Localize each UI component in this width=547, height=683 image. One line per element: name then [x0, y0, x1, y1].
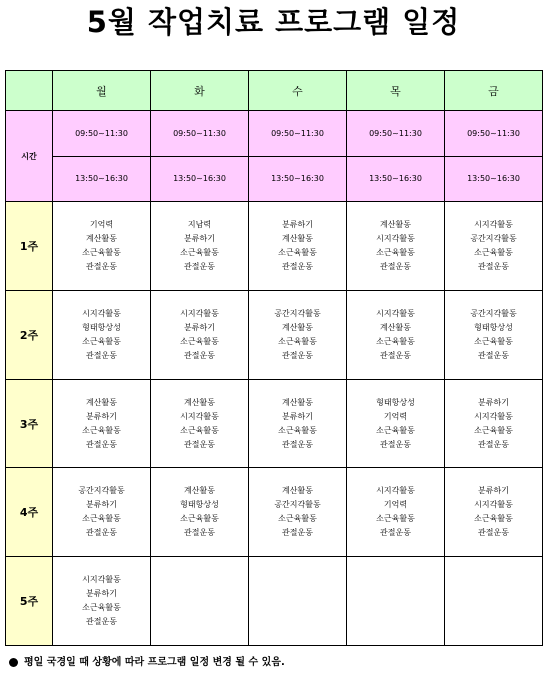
activity-cell [249, 202, 347, 291]
activity-cell [249, 379, 347, 468]
day-header: 금 [445, 71, 543, 111]
activity-cell [151, 557, 249, 646]
activity-item: 소근육활동 [474, 425, 513, 435]
activity-item: 소근육활동 [376, 514, 415, 524]
day-header: 월 [53, 71, 151, 111]
activity-item: 관절운동 [282, 350, 313, 360]
time-label: 시간 [6, 111, 53, 202]
activity-cell [347, 379, 445, 468]
corner-cell [6, 71, 53, 111]
activity-item: 관절운동 [184, 350, 215, 360]
activity-item: 분류하기 [478, 486, 509, 496]
activity-item: 분류하기 [282, 411, 313, 421]
activity-item: 관절운동 [380, 439, 411, 449]
activity-item: 지남력 [187, 220, 212, 229]
activity-item: 관절운동 [380, 350, 411, 360]
activity-item: 소근육활동 [278, 248, 317, 257]
activity-item: 시지각활동 [376, 234, 415, 243]
activity-cell [151, 290, 249, 379]
activity-item: 계산활동 [86, 234, 117, 243]
activity-item: 관절운동 [184, 528, 215, 538]
activity-item: 관절운동 [184, 262, 215, 271]
header-row [6, 71, 543, 111]
activity-item: 계산활동 [184, 486, 215, 496]
activity-cell [445, 379, 543, 468]
activity-item: 시지각활동 [376, 308, 415, 318]
activity-item: 계산활동 [282, 322, 313, 332]
activity-item: 소근육활동 [278, 336, 317, 346]
activity-item: 소근육활동 [82, 514, 121, 524]
time-cell: 13:50~16:30 [151, 156, 249, 201]
activity-item: 소근육활동 [278, 425, 317, 435]
activity-item: 소근육활동 [474, 514, 513, 524]
activity-cell [151, 468, 249, 557]
bullet-icon [9, 658, 18, 667]
activity-cell [249, 557, 347, 646]
activity-cell [445, 290, 543, 379]
activity-item: 공간지각활동 [78, 486, 125, 496]
activity-item: 소근육활동 [180, 336, 219, 346]
activity-cell [151, 202, 249, 291]
week-label: 2주 [6, 290, 53, 379]
activity-item: 관절운동 [184, 439, 215, 449]
activity-item: 계산활동 [282, 397, 313, 407]
week-label: 4주 [6, 468, 53, 557]
activity-item: 관절운동 [380, 262, 411, 271]
activity-item: 관절운동 [282, 262, 313, 271]
activity-item: 시지각활동 [474, 220, 513, 229]
time-cell: 13:50~16:30 [347, 156, 445, 201]
day-header: 목 [347, 71, 445, 111]
activity-item: 관절운동 [86, 350, 117, 360]
time-row-morning [6, 111, 543, 156]
activity-item: 소근육활동 [474, 336, 513, 346]
activity-cell [249, 290, 347, 379]
activity-item: 계산활동 [380, 322, 411, 332]
footnote-text: 평일 국경일 때 상황에 따라 프로그램 일정 변경 될 수 있음. [24, 657, 285, 668]
activity-item: 계산활동 [380, 220, 411, 229]
activity-item: 시지각활동 [82, 575, 121, 585]
activity-item: 소근육활동 [82, 248, 121, 257]
time-cell: 09:50~11:30 [151, 111, 249, 156]
activity-cell [445, 202, 543, 291]
activity-item: 소근육활동 [376, 425, 415, 435]
activity-cell [249, 468, 347, 557]
day-header: 수 [249, 71, 347, 111]
activity-cell [53, 379, 151, 468]
activity-item: 분류하기 [282, 220, 313, 229]
week-row [6, 468, 543, 557]
time-cell: 09:50~11:30 [249, 111, 347, 156]
activity-item: 관절운동 [478, 439, 509, 449]
footnote [9, 655, 285, 671]
activity-item: 공간지각활동 [470, 308, 517, 318]
activity-item: 소근육활동 [474, 248, 513, 257]
activity-item: 관절운동 [282, 439, 313, 449]
activity-item: 분류하기 [184, 322, 215, 332]
activity-item: 공간지각활동 [274, 500, 321, 510]
week-label: 5주 [6, 557, 53, 646]
time-cell: 09:50~11:30 [53, 111, 151, 156]
activity-item: 계산활동 [86, 397, 117, 407]
activity-item: 시지각활동 [474, 500, 513, 510]
activity-item: 분류하기 [86, 589, 117, 599]
activity-item: 소근육활동 [180, 425, 219, 435]
week-row [6, 290, 543, 379]
activity-item: 분류하기 [184, 234, 215, 243]
activity-item: 분류하기 [86, 500, 117, 510]
activity-item: 소근육활동 [180, 514, 219, 524]
activity-item: 관절운동 [478, 262, 509, 271]
weeks-body [6, 202, 543, 646]
activity-item: 계산활동 [282, 486, 313, 496]
activity-cell [347, 557, 445, 646]
activity-cell [347, 468, 445, 557]
page-title: 5월 작업치료 프로그램 일정 [86, 5, 461, 39]
activity-item: 계산활동 [282, 234, 313, 243]
activity-item: 기억력 [89, 220, 114, 229]
activity-cell [53, 468, 151, 557]
activity-item: 관절운동 [282, 528, 313, 538]
week-row [6, 379, 543, 468]
activity-item: 분류하기 [478, 397, 509, 407]
activity-item: 공간지각활동 [470, 234, 517, 243]
activity-cell [53, 290, 151, 379]
activity-item: 관절운동 [86, 262, 117, 271]
activity-cell [53, 557, 151, 646]
activity-item: 형태항상성 [376, 397, 415, 407]
time-cell: 13:50~16:30 [445, 156, 543, 201]
activity-item: 시지각활동 [474, 411, 513, 421]
activity-item: 시지각활동 [180, 411, 219, 421]
schedule-table [5, 70, 543, 646]
time-cell: 13:50~16:30 [53, 156, 151, 201]
activity-item: 소근육활동 [278, 514, 317, 524]
time-cell: 09:50~11:30 [347, 111, 445, 156]
activity-item: 소근육활동 [376, 248, 415, 257]
week-row [6, 557, 543, 646]
activity-item: 소근육활동 [376, 336, 415, 346]
day-header: 화 [151, 71, 249, 111]
activity-cell [53, 202, 151, 291]
activity-item: 시지각활동 [180, 308, 219, 318]
activity-item: 소근육활동 [82, 603, 121, 613]
activity-item: 관절운동 [478, 350, 509, 360]
week-label: 3주 [6, 379, 53, 468]
activity-item: 관절운동 [86, 617, 117, 627]
activity-item: 시지각활동 [376, 486, 415, 496]
activity-item: 소근육활동 [180, 248, 219, 257]
activity-item: 관절운동 [380, 528, 411, 538]
activity-item: 소근육활동 [82, 336, 121, 346]
activity-cell [347, 290, 445, 379]
activity-item: 시지각활동 [82, 308, 121, 318]
activity-item: 공간지각활동 [274, 308, 321, 318]
week-row [6, 202, 543, 291]
activity-item: 계산활동 [184, 397, 215, 407]
activity-item: 기억력 [383, 500, 408, 510]
activity-item: 형태항상성 [82, 322, 121, 332]
activity-item: 관절운동 [86, 439, 117, 449]
activity-cell [151, 379, 249, 468]
time-row-afternoon [6, 156, 543, 201]
activity-item: 형태항상성 [180, 500, 219, 510]
week-label: 1주 [6, 202, 53, 291]
activity-item: 형태항상성 [474, 322, 513, 332]
time-cell: 09:50~11:30 [445, 111, 543, 156]
activity-item: 기억력 [383, 411, 408, 421]
activity-cell [347, 202, 445, 291]
activity-cell [445, 557, 543, 646]
activity-item: 분류하기 [86, 411, 117, 421]
activity-item: 소근육활동 [82, 425, 121, 435]
time-cell: 13:50~16:30 [249, 156, 347, 201]
activity-cell [445, 468, 543, 557]
activity-item: 관절운동 [86, 528, 117, 538]
activity-item: 관절운동 [478, 528, 509, 538]
